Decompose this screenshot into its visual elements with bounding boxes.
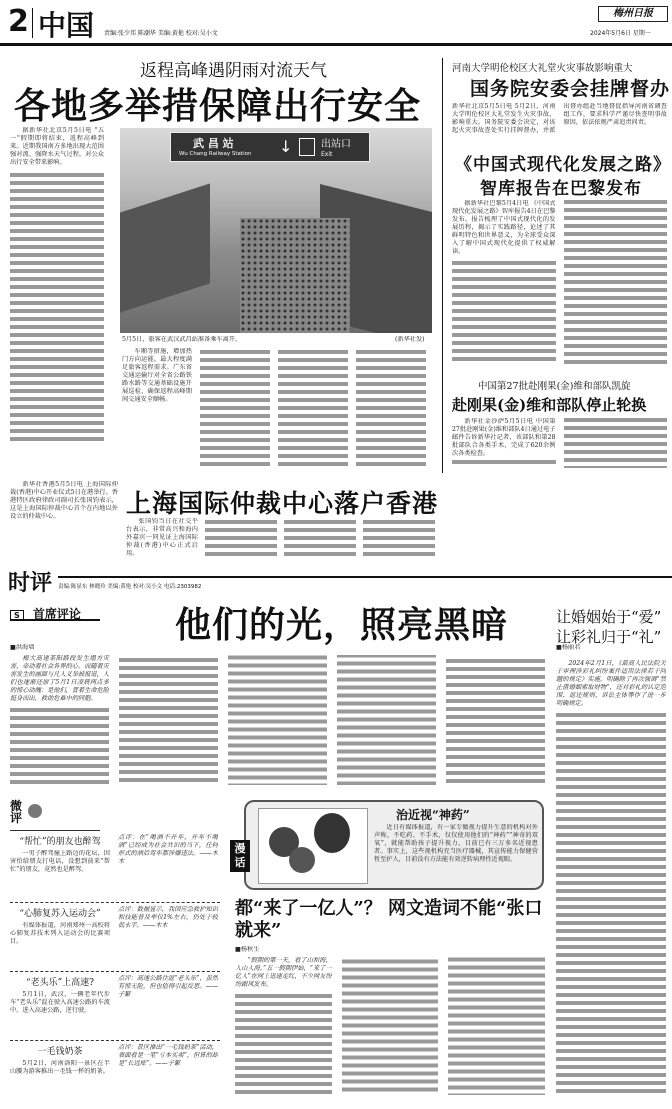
micro-item-comment: 点评：在“喝酒不开车，开车不喝酒”已经成为社会共识的当下，任何形式的酒后驾车都涉嫌违法。——木木	[118, 834, 218, 865]
web-headline: 都“来了一亿人”？ 网文造词不能“张口就来”	[235, 898, 543, 941]
web-body-text: “假期的第一天，看了山和海，人山人海。”五一假期伊始，“来了一亿人”在网上迅速走红，不少网友纷纷跟风发布。	[235, 957, 332, 988]
side1-kicker: 河南大学明伦校区大礼堂火灾事故影响重大	[452, 63, 633, 74]
date: 2024年5月6日 星期一	[590, 30, 651, 37]
section-title: 中国	[38, 9, 95, 42]
side3-kicker: 中国第27批赴刚果(金)维和部队凯旋	[478, 381, 631, 392]
side3-body-text: 新华社金沙萨5月5日电 中国第27批赴刚果(金)维和部队4日通过电子邮件告诉新华社记者，该部队和第28批部队合各类手术，完成了620余例次各类检查。	[452, 418, 556, 457]
micro-item	[10, 834, 220, 902]
comic-label	[230, 840, 250, 872]
text-column	[356, 348, 426, 468]
micro-label: 微评	[10, 799, 23, 825]
hk-body2-text: 张国钧当日在社交平台表示，非常高兴和海内外嘉宾一同见证上海国际仲裁(香港)中心正式启用。	[126, 518, 198, 557]
micro-item-title: “帮忙”的朋友也醉驾	[19, 837, 101, 847]
side-headline-1: 让婚姻始于“爱”	[556, 608, 662, 626]
micro-item	[10, 903, 220, 971]
side3-headline: 赴刚果(金)维和部队停止轮换	[452, 396, 647, 414]
lead-headline: 各地多举措保障出行安全	[14, 85, 422, 127]
micro-item-comment: 点评：数据显示，我国应急救护知识和技能普及率仅1%左右，仍处于较低水平。——木木	[118, 906, 218, 929]
photo-caption: 5月5日，旅客在武汉武昌站准备乘车离开。	[122, 336, 242, 343]
micro-item-title: 一毛钱奶茶	[37, 1047, 83, 1057]
hk-body	[126, 518, 438, 558]
text-column	[556, 711, 666, 1095]
station-sign	[170, 132, 370, 162]
text-column	[10, 171, 104, 441]
side-headline-2: 让彩礼归于“礼”	[556, 628, 662, 646]
comic-title: 治近视“神药”	[396, 808, 470, 822]
commentary-author: ■洪海墙	[10, 644, 35, 651]
down-arrow-icon: ↓	[279, 137, 293, 156]
micro-item-title: “心肺复苏入运动会”	[19, 909, 101, 919]
side1-body: 新华社北京5月5日电 5月2日，河南大学明伦校区大礼堂发生火灾事故，影响重大。国务院安委会决定，对该起火灾事故查处实行挂牌督办，并派出督办组赴当地督促指导河南省调查组工作，要求科学严谨尽快查明事故原因，依法依规严肃追责问责。	[452, 103, 667, 134]
side2-body	[452, 200, 667, 365]
train-left	[120, 183, 210, 312]
paper-logo	[598, 6, 668, 22]
lede-text: 据新华社北京5月5日电 "五一"假期即将结束，返程高峰到来。近期我国南方多地出现大范围强对流、强降水天气过程，对公众出行安全带来影响。	[10, 127, 104, 166]
exit-label-cn: 出站口	[321, 139, 351, 150]
web-body	[235, 957, 545, 1097]
web-author: ■杨秋生	[235, 946, 260, 953]
micro-item-body: 5月1日，武汉，一辆老年代步车“老头乐”混在驶入高速公路的车流中，进入高速公路，逆行驶。	[10, 991, 110, 1014]
side2-headline-2: 智库报告在巴黎发布	[480, 179, 642, 199]
commentary-section-title: 时评	[8, 571, 53, 596]
side-body	[556, 660, 666, 1095]
laptop-icon: S	[10, 610, 24, 621]
text-column	[363, 518, 435, 556]
commentary-headline: 他们的光，照亮黑暗	[175, 604, 509, 646]
lead-kicker: 返程高峰遇阴雨对流天气	[140, 61, 327, 81]
micro-item	[10, 972, 220, 1040]
comic-body: 近日有媒体报道，有一家专做视力提升生意的机构对外声称，不吃药、不手术，仅仅使用他们的“神药”“神奇的双氧”，就能帮助孩子提升视力，目前已有三万多名近视患者。事实上，这些视机构充当医疗器械，其宣传能力保健营暂至护人，目前没有方法能有效逆转病理性近视眼。	[374, 824, 538, 863]
masthead-divider	[32, 8, 33, 38]
hk-body-left	[10, 481, 118, 556]
chief-comment-title: 首席评论	[32, 607, 81, 621]
credits: 责编:张少邦 陈潮华 美编:黄艳 校对:吴小文	[104, 30, 218, 37]
station-name-cn: 武 昌 站	[193, 137, 234, 150]
exit-icon	[299, 138, 315, 156]
text-column	[278, 348, 348, 468]
side3-body	[452, 418, 667, 473]
micro-item-body: 5月2日，河南洛阳一景区在半山腰为游客推出一毛钱一杯的奶茶。	[10, 1060, 110, 1075]
micro-list	[10, 834, 220, 1109]
text-column	[284, 518, 356, 556]
lead-body	[122, 348, 434, 470]
side1-headline: 国务院安委会挂牌督办	[470, 78, 671, 100]
micro-item-comment: 点评：景区推出“一毛钱奶茶”活动，表面看是一笔“亏本买卖”，但算的却是“长远账”。——子繁	[118, 1044, 218, 1067]
micro-rule	[10, 830, 100, 831]
crowd	[240, 218, 350, 333]
station-name-en: Wu Chang Railway Station	[179, 151, 252, 157]
micro-item	[10, 1041, 220, 1109]
side2-body-text: 据新华社巴黎5月4日电 《中国式现代化发展之路》智库报告4日在巴黎发布。报告梳理了中国式现代化的发展历程，揭示了实践路径，论述了其鲜明特色和世界意义，为全球受众深入了解中国式现代化提供了权威解读。	[452, 200, 556, 255]
lead-body-text: 车厢等措施，增加热门方向运能。最大程度满足旅客返程需求。广东省交通运输厅对全省公路铁路水路等交通基础设施开展巡检，确保返程高峰期间交通安全顺畅。	[122, 348, 192, 403]
comic-label-2: 话	[234, 856, 246, 869]
page-number: 2	[8, 4, 29, 39]
magnifier-icon	[28, 804, 42, 818]
commentary-body-text: 梅大高速茶阳路段发生塌方灾害，牵动着社会各界的心。而随着灾害发生的画面与凡人义举被报道，人们也逐渐还原了5月1日凌晨两点多的惊心动魄：是他们，冒着生命危险挺身而出，救助危难中的同胞。	[10, 655, 109, 702]
micro-item-comment: 点评：高速公路往返“老头乐”，虽然有惊无险，但也值得引起反思。——子繁	[118, 975, 218, 998]
chief-comment-label	[10, 603, 100, 621]
cartoon-figure	[289, 847, 315, 873]
exit-label-en: Exit	[321, 151, 333, 158]
hk-headline: 上海国际仲裁中心落户香港	[126, 489, 439, 518]
text-column	[205, 518, 277, 556]
comic-illustration	[258, 808, 368, 884]
cartoon-figure	[314, 813, 350, 853]
photo-credit: (新华社发)	[395, 336, 425, 343]
lead-lede	[10, 127, 104, 467]
micro-item-body: 一男子醉驾撞上路边的花坛，因害怕给朋友打电话，没想到前来“帮忙”的朋友，竟然也是醉驾。	[10, 850, 110, 873]
lead-photo	[120, 128, 432, 333]
header-rule	[0, 43, 672, 46]
commentary-rule	[58, 576, 672, 578]
paper-name: 梅州日报	[613, 8, 653, 19]
commentary-body	[10, 655, 545, 790]
micro-item-title: “老头乐”上高速?	[25, 978, 95, 988]
column-divider	[442, 58, 443, 473]
side-body-text: 2024年2月1日，《最高人民法院关于审理涉彩礼纠纷案件适用法律若干问题的规定》实施。明确除了再次强调“禁止借婚姻索取财物”，还对彩礼的认定范围、返还规则、诉讼主体等作了进一步明确规定。	[556, 660, 666, 707]
side-author: ■杨丽君	[556, 644, 581, 651]
commentary-credits: 责编:陈显东 林晓玲 美编:黄艳 校对:吴小文 电话:2303982	[58, 584, 202, 590]
comic-label-1: 漫	[234, 842, 246, 855]
micro-item-body: 有媒体报道，河南郑州一高校将心肺复苏技术列入运动会的比赛项目。	[10, 922, 110, 945]
side2-headline-1: 《中国式现代化发展之路》	[455, 155, 671, 175]
hk-body-text: 新华社香港5月5日电 上海国际仲裁(香港)中心开业仪式5日在港举行。香港特区政府律政司副司长张国钧表示，这是上海国际仲裁中心首个在内地以外设立的仲裁中心。	[10, 481, 118, 520]
text-column	[200, 348, 270, 468]
comic-box	[244, 800, 544, 890]
